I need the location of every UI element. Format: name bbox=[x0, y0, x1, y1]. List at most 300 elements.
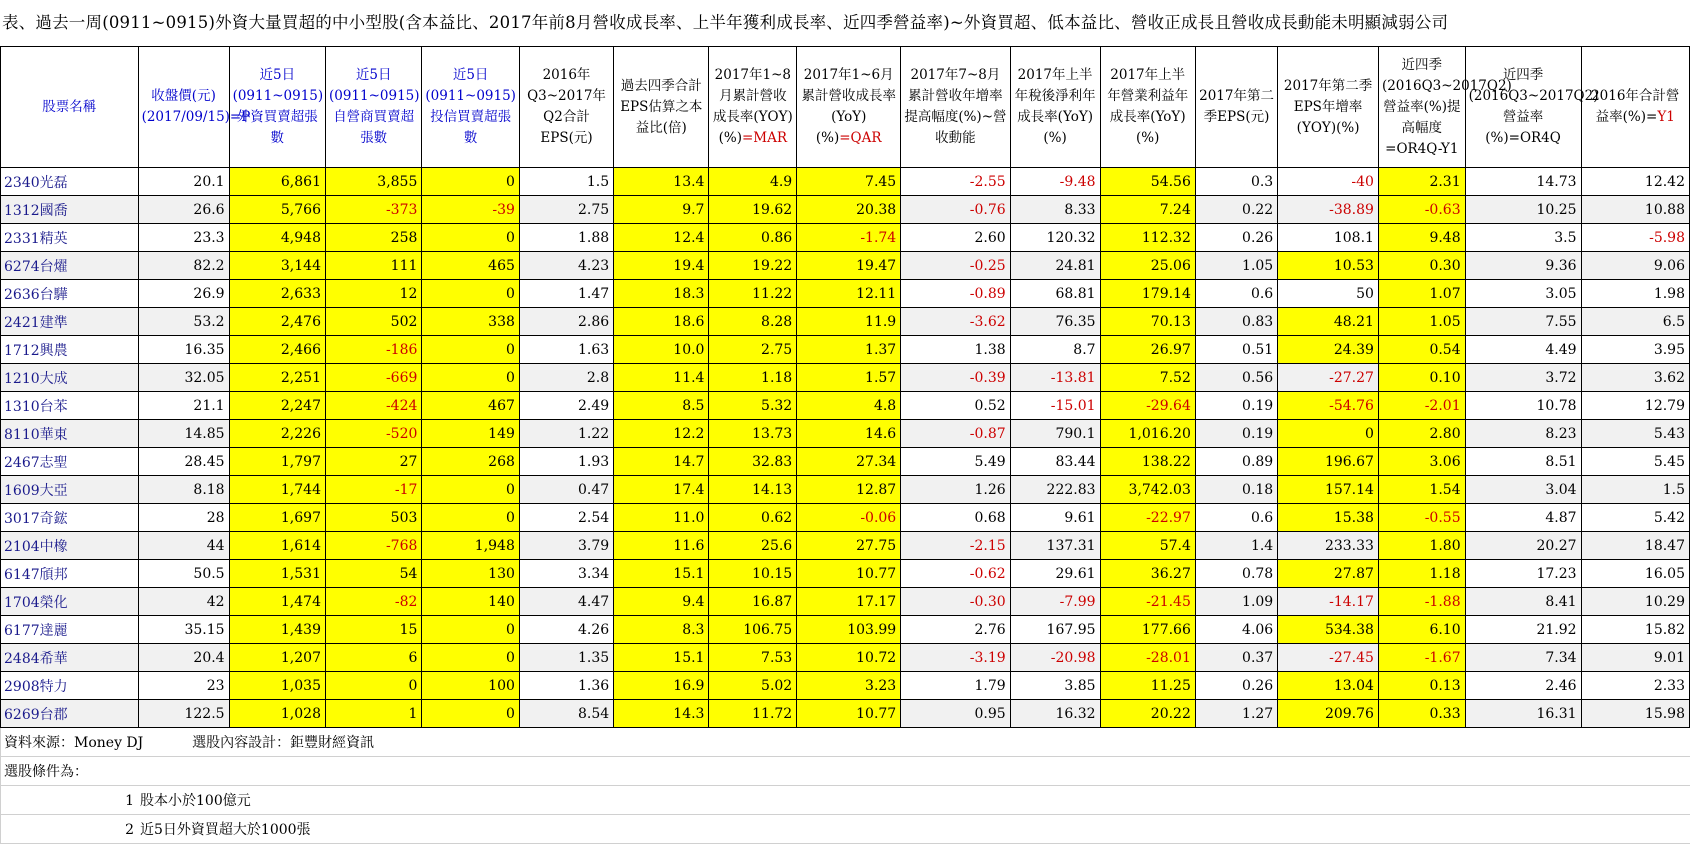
table-cell: -40 bbox=[1278, 168, 1379, 196]
table-cell: 2.86 bbox=[519, 308, 613, 336]
table-cell: -38.89 bbox=[1278, 196, 1379, 224]
table-cell: 2.75 bbox=[709, 336, 797, 364]
column-header-label: 近5日(0911~0915)自營商買賣超張數 bbox=[328, 67, 420, 146]
table-cell: 4.9 bbox=[709, 168, 797, 196]
table-cell: -3.19 bbox=[901, 644, 1010, 672]
table-cell: 8.33 bbox=[1010, 196, 1100, 224]
table-cell: 12.4 bbox=[614, 224, 709, 252]
table-cell: 1.05 bbox=[1195, 252, 1277, 280]
table-cell: 7.45 bbox=[797, 168, 901, 196]
table-cell: 1.36 bbox=[519, 672, 613, 700]
page-title: 表、過去一周(0911~0915)外資大量買超的中小型股(含本益比、2017年前8月營收成長率、上半年獲利成長率、近四季營益率)~外資買超、低本益比、營收正成長且營收成長動能未明顯減弱公司 bbox=[2, 13, 1449, 32]
stock-name-cell: 1210大成 bbox=[1, 364, 139, 392]
table-cell: 0.10 bbox=[1378, 364, 1465, 392]
column-header bbox=[1581, 47, 1689, 168]
table-cell: 19.47 bbox=[797, 252, 901, 280]
table-cell: 11.6 bbox=[614, 532, 709, 560]
table-cell: 2,247 bbox=[229, 392, 325, 420]
table-row bbox=[1, 672, 1690, 700]
table-cell: 1,035 bbox=[229, 672, 325, 700]
table-cell: 50.5 bbox=[138, 560, 229, 588]
table-body bbox=[1, 168, 1690, 728]
table-cell: -15.01 bbox=[1010, 392, 1100, 420]
table-cell: 2.46 bbox=[1465, 672, 1581, 700]
table-row bbox=[1, 336, 1690, 364]
table-cell: 0.62 bbox=[709, 504, 797, 532]
column-header-label: 近5日(0911~0915)外資買賣超張數 bbox=[232, 67, 324, 146]
table-cell: 7.53 bbox=[709, 644, 797, 672]
table-cell: 10.77 bbox=[797, 560, 901, 588]
table-row bbox=[1, 532, 1690, 560]
table-cell: 50 bbox=[1278, 280, 1379, 308]
table-cell: 1.38 bbox=[901, 336, 1010, 364]
table-cell: 0.78 bbox=[1195, 560, 1277, 588]
table-cell: 4.26 bbox=[519, 616, 613, 644]
table-cell: 3.85 bbox=[1010, 672, 1100, 700]
table-cell: 70.13 bbox=[1100, 308, 1195, 336]
table-row bbox=[1, 308, 1690, 336]
table-cell: -3.62 bbox=[901, 308, 1010, 336]
table-cell: 15.38 bbox=[1278, 504, 1379, 532]
table-cell: 21.1 bbox=[138, 392, 229, 420]
table-cell: 16.35 bbox=[138, 336, 229, 364]
column-header bbox=[797, 47, 901, 168]
stock-name-cell: 2484希華 bbox=[1, 644, 139, 672]
table-cell: 14.73 bbox=[1465, 168, 1581, 196]
stock-name-cell: 2908特力 bbox=[1, 672, 139, 700]
table-cell: 7.52 bbox=[1100, 364, 1195, 392]
table-cell: 17.17 bbox=[797, 588, 901, 616]
table-cell: -2.01 bbox=[1378, 392, 1465, 420]
table-cell: 2.54 bbox=[519, 504, 613, 532]
table-cell: 0.30 bbox=[1378, 252, 1465, 280]
table-cell: 7.55 bbox=[1465, 308, 1581, 336]
table-cell: 0.33 bbox=[1378, 700, 1465, 728]
table-cell: -0.87 bbox=[901, 420, 1010, 448]
table-cell: -2.15 bbox=[901, 532, 1010, 560]
table-cell: 3,855 bbox=[325, 168, 421, 196]
table-cell: 2,633 bbox=[229, 280, 325, 308]
table-row bbox=[1, 392, 1690, 420]
stock-name-cell: 2331精英 bbox=[1, 224, 139, 252]
column-header bbox=[519, 47, 613, 168]
table-cell: 1.47 bbox=[519, 280, 613, 308]
table-cell: 44 bbox=[138, 532, 229, 560]
table-cell: 0.6 bbox=[1195, 504, 1277, 532]
table-cell: 8.23 bbox=[1465, 420, 1581, 448]
table-cell: -0.89 bbox=[901, 280, 1010, 308]
table-cell: 1,744 bbox=[229, 476, 325, 504]
table-row bbox=[1, 448, 1690, 476]
table-cell: 19.22 bbox=[709, 252, 797, 280]
table-cell: -0.63 bbox=[1378, 196, 1465, 224]
table-cell: 24.39 bbox=[1278, 336, 1379, 364]
table-cell: 222.83 bbox=[1010, 476, 1100, 504]
table-cell: 10.53 bbox=[1278, 252, 1379, 280]
table-cell: 9.36 bbox=[1465, 252, 1581, 280]
table-cell: 467 bbox=[422, 392, 520, 420]
table-cell: 1,016.20 bbox=[1100, 420, 1195, 448]
column-header-label: 過去四季合計EPS估算之本益比(倍) bbox=[620, 77, 703, 136]
table-cell: 26.6 bbox=[138, 196, 229, 224]
table-cell: 0 bbox=[422, 224, 520, 252]
table-cell: 3.79 bbox=[519, 532, 613, 560]
table-cell: 9.01 bbox=[1581, 644, 1689, 672]
table-cell: -520 bbox=[325, 420, 421, 448]
table-cell: 0.86 bbox=[709, 224, 797, 252]
table-cell: 0.51 bbox=[1195, 336, 1277, 364]
table-cell: 48.21 bbox=[1278, 308, 1379, 336]
table-cell: 12.42 bbox=[1581, 168, 1689, 196]
table-cell: -0.76 bbox=[901, 196, 1010, 224]
table-cell: 14.6 bbox=[797, 420, 901, 448]
table-cell: 76.35 bbox=[1010, 308, 1100, 336]
table-cell: 1,697 bbox=[229, 504, 325, 532]
table-cell: 36.27 bbox=[1100, 560, 1195, 588]
stock-name-cell: 1310台苯 bbox=[1, 392, 139, 420]
table-cell: 11.4 bbox=[614, 364, 709, 392]
column-header bbox=[1465, 47, 1599, 168]
table-cell: 138.22 bbox=[1100, 448, 1195, 476]
column-header-label: 2017年上半年稅後淨利年成長率(YoY)(%) bbox=[1014, 67, 1096, 146]
table-row bbox=[1, 644, 1690, 672]
table-cell: -768 bbox=[325, 532, 421, 560]
table-cell: 177.66 bbox=[1100, 616, 1195, 644]
table-cell: -9.48 bbox=[1010, 168, 1100, 196]
table-cell: -14.17 bbox=[1278, 588, 1379, 616]
column-header bbox=[1195, 47, 1277, 168]
table-cell: 10.25 bbox=[1465, 196, 1581, 224]
table-cell: 16.9 bbox=[614, 672, 709, 700]
table-cell: 5.43 bbox=[1581, 420, 1689, 448]
table-cell: 35.15 bbox=[138, 616, 229, 644]
table-cell: 6,861 bbox=[229, 168, 325, 196]
stock-name-cell: 1312國喬 bbox=[1, 196, 139, 224]
table-cell: -27.45 bbox=[1278, 644, 1379, 672]
table-cell: 106.75 bbox=[709, 616, 797, 644]
table-cell: -1.67 bbox=[1378, 644, 1465, 672]
table-cell: 54.56 bbox=[1100, 168, 1195, 196]
table-cell: 10.78 bbox=[1465, 392, 1581, 420]
table-cell: 21.92 bbox=[1465, 616, 1581, 644]
table-cell: 53.2 bbox=[138, 308, 229, 336]
stock-name-cell: 1704榮化 bbox=[1, 588, 139, 616]
column-header bbox=[901, 47, 1010, 168]
table-cell: 0 bbox=[422, 168, 520, 196]
table-cell: -29.64 bbox=[1100, 392, 1195, 420]
table-cell: 0.19 bbox=[1195, 392, 1277, 420]
footer-condition-1 bbox=[1, 786, 1690, 815]
table-cell: -0.62 bbox=[901, 560, 1010, 588]
table-cell: 3.34 bbox=[519, 560, 613, 588]
table-cell: 82.2 bbox=[138, 252, 229, 280]
table-cell: -1.88 bbox=[1378, 588, 1465, 616]
table-cell: 790.1 bbox=[1010, 420, 1100, 448]
table-cell: 149 bbox=[422, 420, 520, 448]
table-cell: 233.33 bbox=[1278, 532, 1379, 560]
stock-name-cell: 6147頎邦 bbox=[1, 560, 139, 588]
table-cell: 2.75 bbox=[519, 196, 613, 224]
table-cell: 1.57 bbox=[797, 364, 901, 392]
table-cell: 17.4 bbox=[614, 476, 709, 504]
table-row bbox=[1, 560, 1690, 588]
table-cell: 2.76 bbox=[901, 616, 1010, 644]
table-cell: 4.06 bbox=[1195, 616, 1277, 644]
table-cell: 9.06 bbox=[1581, 252, 1689, 280]
table-cell: 1.98 bbox=[1581, 280, 1689, 308]
table-cell: 0 bbox=[422, 336, 520, 364]
table-cell: 27 bbox=[325, 448, 421, 476]
table-cell: 0.13 bbox=[1378, 672, 1465, 700]
table-cell: 1.37 bbox=[797, 336, 901, 364]
column-header-formula: =MAR bbox=[742, 130, 788, 146]
table-cell: 23 bbox=[138, 672, 229, 700]
table-cell: 16.32 bbox=[1010, 700, 1100, 728]
table-cell: 1.4 bbox=[1195, 532, 1277, 560]
table-cell: 5.32 bbox=[709, 392, 797, 420]
table-cell: 167.95 bbox=[1010, 616, 1100, 644]
table-cell: 502 bbox=[325, 308, 421, 336]
table-cell: 1.22 bbox=[519, 420, 613, 448]
table-cell: 15.1 bbox=[614, 644, 709, 672]
column-header-formula: Y1 bbox=[1657, 109, 1675, 125]
table-cell: -186 bbox=[325, 336, 421, 364]
table-cell: 15.82 bbox=[1581, 616, 1689, 644]
table-cell: 1,439 bbox=[229, 616, 325, 644]
table-cell: 11.22 bbox=[709, 280, 797, 308]
table-cell: 2,251 bbox=[229, 364, 325, 392]
table-cell: 209.76 bbox=[1278, 700, 1379, 728]
table-cell: 8.51 bbox=[1465, 448, 1581, 476]
column-header bbox=[1100, 47, 1195, 168]
table-cell: 8.7 bbox=[1010, 336, 1100, 364]
table-cell: 27.87 bbox=[1278, 560, 1379, 588]
column-header-label: 股票名稱 bbox=[42, 98, 97, 115]
stock-name-cell: 6274台燿 bbox=[1, 252, 139, 280]
column-header bbox=[1, 47, 139, 168]
column-header-label: 收盤價(元)(2017/09/15)=P bbox=[141, 88, 251, 125]
table-cell: 26.97 bbox=[1100, 336, 1195, 364]
column-header bbox=[1278, 47, 1379, 168]
condition-text: 股本小於100億元 bbox=[140, 793, 251, 809]
table-cell: -13.81 bbox=[1010, 364, 1100, 392]
table-row bbox=[1, 504, 1690, 532]
table-cell: 5,766 bbox=[229, 196, 325, 224]
table-cell: 196.67 bbox=[1278, 448, 1379, 476]
table-cell: 465 bbox=[422, 252, 520, 280]
table-cell: 0.95 bbox=[901, 700, 1010, 728]
column-header-label: 2017年7~8月累計營收年增率提高幅度(%)~營收動能 bbox=[904, 67, 1007, 146]
table-cell: 11.25 bbox=[1100, 672, 1195, 700]
table-cell: 6 bbox=[325, 644, 421, 672]
table-cell: 68.81 bbox=[1010, 280, 1100, 308]
table-cell: 10.72 bbox=[797, 644, 901, 672]
table-cell: 100 bbox=[422, 672, 520, 700]
column-header-label: 2017年上半年營業利益年成長率(YoY)(%) bbox=[1107, 67, 1189, 146]
table-cell: 2,226 bbox=[229, 420, 325, 448]
table-cell: -0.06 bbox=[797, 504, 901, 532]
column-header-label: 近5日(0911~0915)投信買賣超張數 bbox=[425, 67, 516, 146]
table-cell: 338 bbox=[422, 308, 520, 336]
table-cell: 8.3 bbox=[614, 616, 709, 644]
table-cell: 9.4 bbox=[614, 588, 709, 616]
table-cell: 0 bbox=[422, 700, 520, 728]
table-cell: 6.10 bbox=[1378, 616, 1465, 644]
table-cell: 137.31 bbox=[1010, 532, 1100, 560]
table-cell: 1.93 bbox=[519, 448, 613, 476]
table-row bbox=[1, 616, 1690, 644]
table-cell: 19.4 bbox=[614, 252, 709, 280]
table-cell: 3.04 bbox=[1465, 476, 1581, 504]
stock-name-cell: 2636台驊 bbox=[1, 280, 139, 308]
table-cell: 1.26 bbox=[901, 476, 1010, 504]
table-cell: 1.63 bbox=[519, 336, 613, 364]
table-cell: 10.77 bbox=[797, 700, 901, 728]
table-cell: 28 bbox=[138, 504, 229, 532]
table-cell: 1,207 bbox=[229, 644, 325, 672]
table-cell: 12.79 bbox=[1581, 392, 1689, 420]
condition-text: 近5日外資買超大於1000張 bbox=[140, 822, 311, 838]
table-cell: 0.83 bbox=[1195, 308, 1277, 336]
table-cell: 0.68 bbox=[901, 504, 1010, 532]
table-cell: -373 bbox=[325, 196, 421, 224]
stock-name-cell: 2467志聖 bbox=[1, 448, 139, 476]
stock-table bbox=[0, 46, 1690, 844]
table-cell: 2,466 bbox=[229, 336, 325, 364]
table-row bbox=[1, 420, 1690, 448]
column-header bbox=[614, 47, 709, 168]
table-cell: 0.56 bbox=[1195, 364, 1277, 392]
table-cell: 25.06 bbox=[1100, 252, 1195, 280]
table-cell: 140 bbox=[422, 588, 520, 616]
table-cell: 258 bbox=[325, 224, 421, 252]
table-cell: 20.22 bbox=[1100, 700, 1195, 728]
table-cell: 13.73 bbox=[709, 420, 797, 448]
table-cell: 2.8 bbox=[519, 364, 613, 392]
table-cell: -39 bbox=[422, 196, 520, 224]
table-cell: 24.81 bbox=[1010, 252, 1100, 280]
table-cell: 6.5 bbox=[1581, 308, 1689, 336]
table-cell: 0.3 bbox=[1195, 168, 1277, 196]
footer-design: 選股內容設計：鉅豐財經資訊 bbox=[192, 735, 375, 751]
table-cell: 1.88 bbox=[519, 224, 613, 252]
column-header bbox=[138, 47, 251, 168]
table-cell: 2.80 bbox=[1378, 420, 1465, 448]
column-header-label: 近四季(2016Q3~2017Q2)營益率(%)提高幅度=OR4Q-Y1 bbox=[1381, 56, 1512, 157]
table-cell: 112.32 bbox=[1100, 224, 1195, 252]
table-cell: 4.49 bbox=[1465, 336, 1581, 364]
table-cell: 0 bbox=[422, 644, 520, 672]
column-header bbox=[1010, 47, 1100, 168]
table-cell: -424 bbox=[325, 392, 421, 420]
table-row bbox=[1, 280, 1690, 308]
table-cell: 57.4 bbox=[1100, 532, 1195, 560]
table-cell: 3,742.03 bbox=[1100, 476, 1195, 504]
table-cell: 1,474 bbox=[229, 588, 325, 616]
table-cell: 9.7 bbox=[614, 196, 709, 224]
table-cell: 0 bbox=[422, 364, 520, 392]
table-cell: 2.60 bbox=[901, 224, 1010, 252]
table-cell: 13.04 bbox=[1278, 672, 1379, 700]
table-cell: 12.87 bbox=[797, 476, 901, 504]
table-cell: 1.54 bbox=[1378, 476, 1465, 504]
column-header-label: 2017年1~6月累計營收成長率(YoY)(%) bbox=[801, 67, 896, 146]
table-cell: 0.47 bbox=[519, 476, 613, 504]
table-cell: 8.28 bbox=[709, 308, 797, 336]
table-cell: 1.27 bbox=[1195, 700, 1277, 728]
stock-name-cell: 8110華東 bbox=[1, 420, 139, 448]
table-cell: 16.87 bbox=[709, 588, 797, 616]
table-cell: -22.97 bbox=[1100, 504, 1195, 532]
table-cell: 2.49 bbox=[519, 392, 613, 420]
table-cell: 3.72 bbox=[1465, 364, 1581, 392]
table-cell: 28.45 bbox=[138, 448, 229, 476]
column-header bbox=[709, 47, 797, 168]
table-cell: -2.55 bbox=[901, 168, 1010, 196]
table-cell: 268 bbox=[422, 448, 520, 476]
table-cell: 2.33 bbox=[1581, 672, 1689, 700]
table-cell: 534.38 bbox=[1278, 616, 1379, 644]
table-cell: 17.23 bbox=[1465, 560, 1581, 588]
table-cell: 10.0 bbox=[614, 336, 709, 364]
stock-name-cell: 2421建準 bbox=[1, 308, 139, 336]
table-cell: 0.54 bbox=[1378, 336, 1465, 364]
table-cell: 14.85 bbox=[138, 420, 229, 448]
table-row bbox=[1, 364, 1690, 392]
table-cell: 54 bbox=[325, 560, 421, 588]
table-cell: 103.99 bbox=[797, 616, 901, 644]
stock-name-cell: 3017奇鋐 bbox=[1, 504, 139, 532]
table-cell: -27.27 bbox=[1278, 364, 1379, 392]
table-cell: 32.83 bbox=[709, 448, 797, 476]
table-cell: 10.15 bbox=[709, 560, 797, 588]
table-cell: 1,614 bbox=[229, 532, 325, 560]
table-cell: 1,797 bbox=[229, 448, 325, 476]
table-cell: 29.61 bbox=[1010, 560, 1100, 588]
column-header-label: 2016年合計營益率(%)= bbox=[1591, 88, 1680, 125]
table-cell: 130 bbox=[422, 560, 520, 588]
table-cell: 0.52 bbox=[901, 392, 1010, 420]
table-cell: -17 bbox=[325, 476, 421, 504]
table-cell: 0.22 bbox=[1195, 196, 1277, 224]
table-cell: 26.9 bbox=[138, 280, 229, 308]
stock-name-cell: 6177達麗 bbox=[1, 616, 139, 644]
table-cell: 11.72 bbox=[709, 700, 797, 728]
table-cell: 0.89 bbox=[1195, 448, 1277, 476]
table-cell: -669 bbox=[325, 364, 421, 392]
table-cell: 1,028 bbox=[229, 700, 325, 728]
column-header-label: 2016年Q3~2017年Q2合計EPS(元) bbox=[527, 67, 606, 146]
table-cell: 1,948 bbox=[422, 532, 520, 560]
table-row bbox=[1, 476, 1690, 504]
table-cell: 4,948 bbox=[229, 224, 325, 252]
table-cell: -0.39 bbox=[901, 364, 1010, 392]
table-cell: 15.98 bbox=[1581, 700, 1689, 728]
table-cell: 14.13 bbox=[709, 476, 797, 504]
table-cell: 179.14 bbox=[1100, 280, 1195, 308]
table-cell: 3.06 bbox=[1378, 448, 1465, 476]
table-cell: 0.6 bbox=[1195, 280, 1277, 308]
table-cell: -21.45 bbox=[1100, 588, 1195, 616]
table-cell: 3,144 bbox=[229, 252, 325, 280]
table-cell: 111 bbox=[325, 252, 421, 280]
table-cell: 23.3 bbox=[138, 224, 229, 252]
table-cell: 3.05 bbox=[1465, 280, 1581, 308]
table-cell: 1.80 bbox=[1378, 532, 1465, 560]
table-row bbox=[1, 700, 1690, 728]
table-cell: 42 bbox=[138, 588, 229, 616]
table-cell: 8.54 bbox=[519, 700, 613, 728]
